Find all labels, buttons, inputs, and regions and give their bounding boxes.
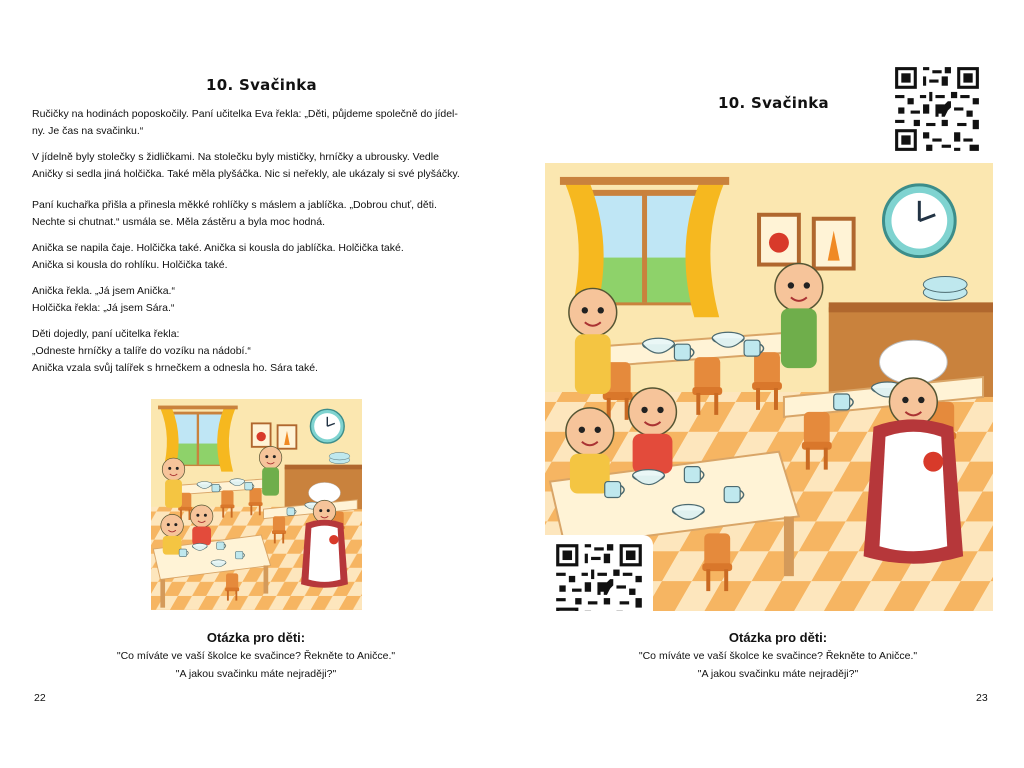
canteen-illustration-image — [151, 399, 362, 610]
paragraph: Ručičky na hodinách poposkočily. Paní učitelka Eva řekla: „Děti, půjdeme společně do jídel- ny. Je čas na svačinku.“ — [32, 108, 458, 137]
right-page — [512, 0, 1024, 768]
canteen-illustration-small — [151, 399, 362, 610]
question-title: Otázka pro děti: — [206, 630, 306, 645]
question-line: "Co míváte ve vaší školce ke svačince? Řekněte to Aničce." — [116, 650, 396, 662]
story-text — [32, 106, 482, 386]
qr-code[interactable] — [545, 535, 653, 611]
page-number: 23 — [976, 692, 988, 704]
canteen-illustration-large — [545, 163, 993, 611]
page-number: 22 — [34, 692, 46, 704]
paragraph: V jídelně byly stolečky s židličkami. Na stolečku byly mističky, hrníčky a ubrousky. Vedle Aničky si sedla jiná holčička. Také měla plyšáčka. Nic si neřekly, ale ukázaly si své plyšáčky. — [32, 151, 460, 180]
qr-code[interactable] — [892, 64, 982, 154]
paragraph: Anička se napila čaje. Holčička také. Anička si kousla do jablíčka. Holčička také. Anička si kousla do rohlíku. Holčička také. — [32, 242, 404, 271]
question-title: Otázka pro děti: — [728, 630, 828, 645]
paragraph: Paní kuchařka přišla a přinesla měkké rohlíčky s máslem a jablíčka. „Dobrou chuť, děti. Nechte si chutnat.“ usmála se. Měla zástěru a byla moc hodná. — [32, 199, 437, 228]
qr-code-image — [892, 64, 982, 154]
page-title: 10. Svačinka — [206, 76, 317, 94]
page-title: 10. Svačinka — [718, 94, 829, 112]
question-line: "A jakou svačinku máte nejraději?" — [175, 668, 337, 680]
qr-code-image — [553, 541, 645, 611]
question-line: "A jakou svačinku máte nejraději?" — [697, 668, 859, 680]
paragraph: Děti dojedly, paní učitelka řekla: „Odneste hrníčky a talíře do vozíku na nádobí.“ Anička vzala svůj talířek s hrnečkem a odnesla ho. Sára také. — [32, 328, 318, 374]
paragraph: Anička řekla. „Já jsem Anička.“ Holčička řekla: „Já jsem Sára.“ — [32, 285, 175, 314]
question-line: "Co míváte ve vaší školce ke svačince? Řekněte to Aničce." — [638, 650, 918, 662]
